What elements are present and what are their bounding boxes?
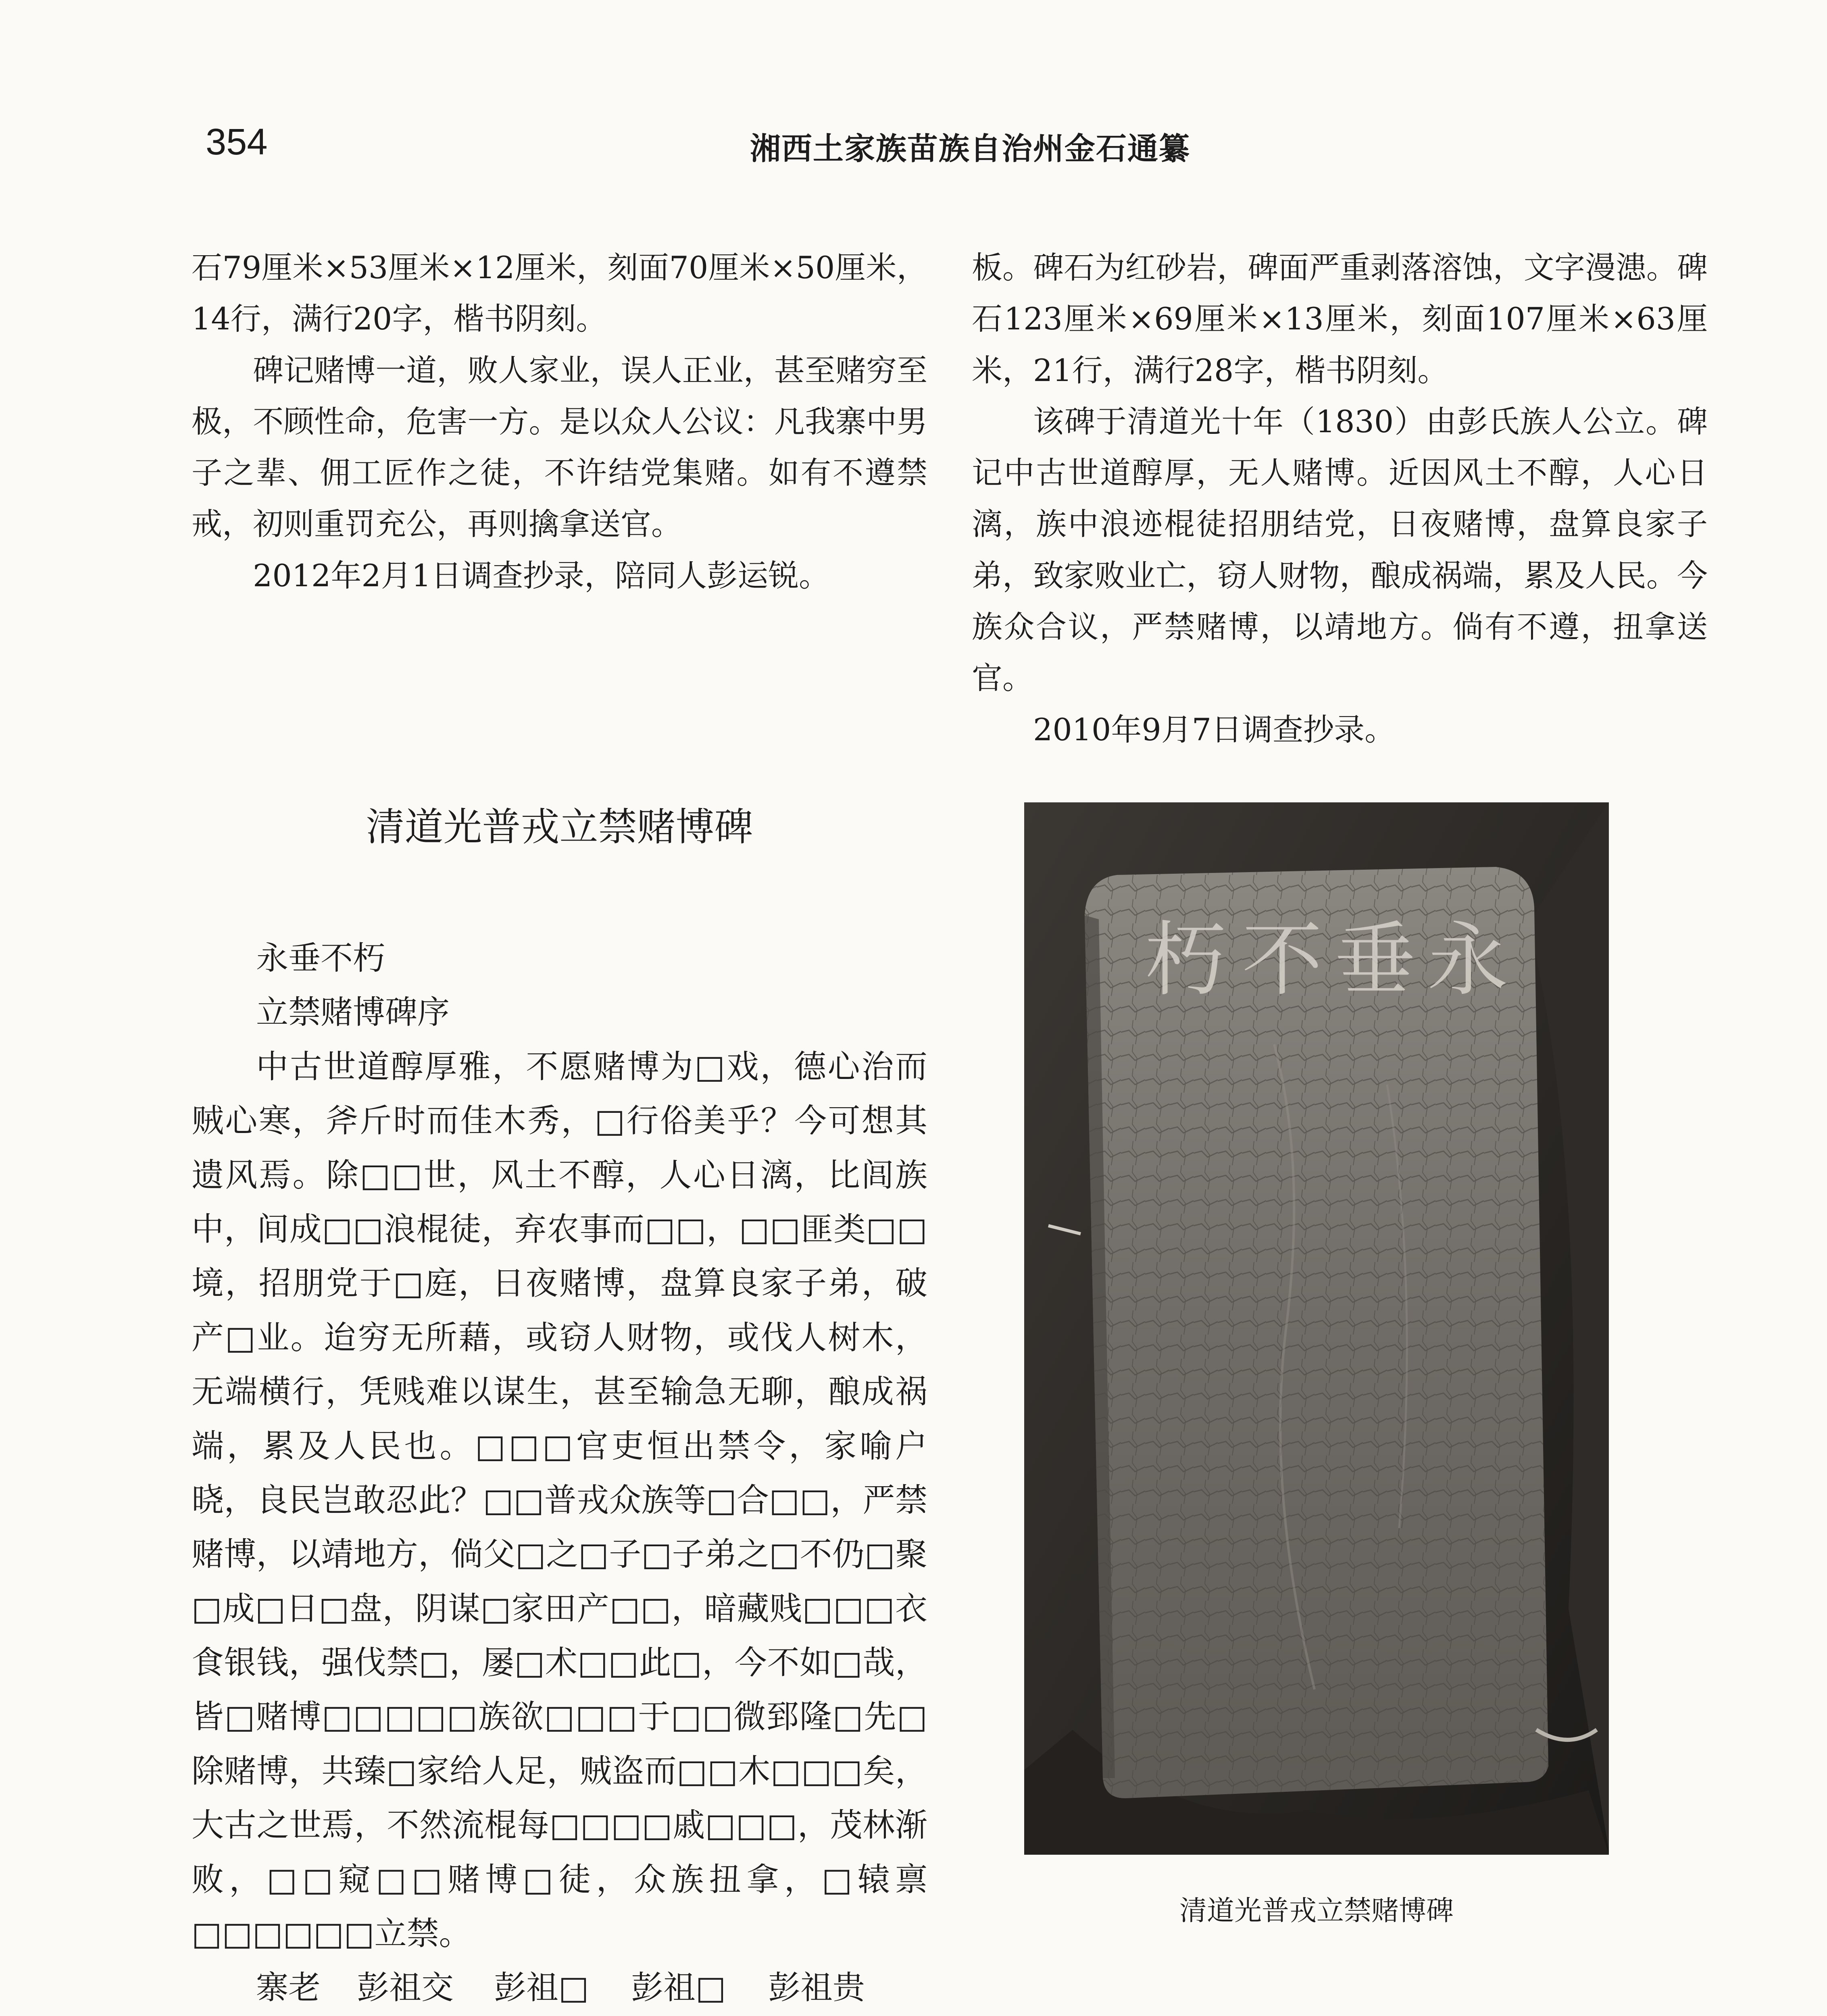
signer-name: 彭祖贵 bbox=[768, 1969, 865, 2007]
left-top-text bbox=[192, 242, 927, 601]
stele-photo bbox=[1024, 802, 1609, 1855]
signer-role: 寨老 bbox=[256, 1969, 321, 2007]
section-title: 清道光普戎立禁赌博碑 bbox=[366, 804, 753, 850]
page-number: 354 bbox=[206, 121, 268, 162]
stele-char: 永 bbox=[1427, 913, 1508, 1007]
inscription-text bbox=[192, 931, 927, 2016]
stele-char: 不 bbox=[1242, 913, 1323, 1007]
inscription-subheading: 立禁赌博碑序 bbox=[256, 993, 450, 1031]
inscription-body: 中古世道醇厚雅，不愿赌博为□戏，德心治而贼心寒，斧斤时而佳木秀，□行俗美乎？今可想其遗风焉。除□□世，风土不醇，人心日漓，比闾族中，间成□□浪棍徒，弃农事而□□，□□匪类□□境，招朋党于□庭，日夜赌博，盘算良家子弟，破产□业。迨穷无所藉，或窃人财物，或伐人树木，无端横行，凭贱难以谋生，甚至输急无聊，酿成祸端，累及人民也。□□□官吏恒出禁令，家喻户晓，良民岂敢忍此？□□普戎众族等□合□□，严禁赌博，以靖地方，倘父□之□子□子弟之□不仍□聚□成□日□盘，阴谋□家田产□□，暗藏贱□□□衣食银钱，强伐禁□，屡□术□□此□，今不如□哉，皆□赌博□□□□□族欲□□□于□□微郅隆□先□除赌博，共臻□家给人足，贼盗而□□木□□□矣，大古之世焉，不然流棍每□□□□戚□□□，茂林渐败，□□窥□□赌博□徒，众族扭拿，□辕禀□□□□□□立禁。 bbox=[192, 1048, 927, 1953]
signer-name: 彭祖交 bbox=[357, 1969, 454, 2007]
stele-char: 垂 bbox=[1335, 913, 1416, 1007]
inscription-heading: 永垂不朽 bbox=[256, 939, 385, 977]
paragraph: 该碑于清道光十年（1830）由彭氏族人公立。碑记中古世道醇厚，无人赌博。近因风土不醇，人心日漓，族中浪迹棍徒招朋结党，日夜赌博，盘算良家子弟，致家败业亡，窃人财物，酿成祸端，累及人民。今族众合议，严禁赌博，以靖地方。倘有不遵，扭拿送官。 bbox=[972, 403, 1708, 696]
note-paragraph-cont: 板。碑石为红砂岩，碑面严重剥落溶蚀，文字漫漶。碑石123厘米×69厘米×13厘米，刻面107厘米×63厘米，21行，满行28字，楷书阴刻。 bbox=[972, 250, 1708, 388]
photo-caption: 清道光普戎立禁赌博碑 bbox=[1179, 1895, 1454, 1927]
signer-row bbox=[192, 1961, 927, 2015]
book-title: 湘西土家族苗族自治州金石通纂 bbox=[750, 131, 1190, 167]
stele-char: 朽 bbox=[1145, 913, 1226, 1007]
signer-name: 彭祖□ bbox=[631, 1969, 726, 2007]
paragraph: 2010年9月7日调查抄录。 bbox=[1033, 711, 1396, 748]
signer-name: 彭祖□ bbox=[494, 1969, 589, 2007]
paragraph: 2012年2月1日调查抄录，陪同人彭运锐。 bbox=[253, 557, 830, 594]
paragraph: 石79厘米×53厘米×12厘米，刻面70厘米×50厘米，14行，满行20字，楷书阴刻。 bbox=[192, 250, 927, 337]
stele-photo-image bbox=[1024, 802, 1609, 1855]
paragraph: 碑记赌博一道，败人家业，误人正业，甚至赌穷至极，不顾性命，危害一方。是以众人公议：凡我寨中男子之辈、佣工匠作之徒，不许结党集赌。如有不遵禁戒，初则重罚充公，再则擒拿送官。 bbox=[192, 352, 927, 542]
right-top-text bbox=[972, 242, 1708, 755]
